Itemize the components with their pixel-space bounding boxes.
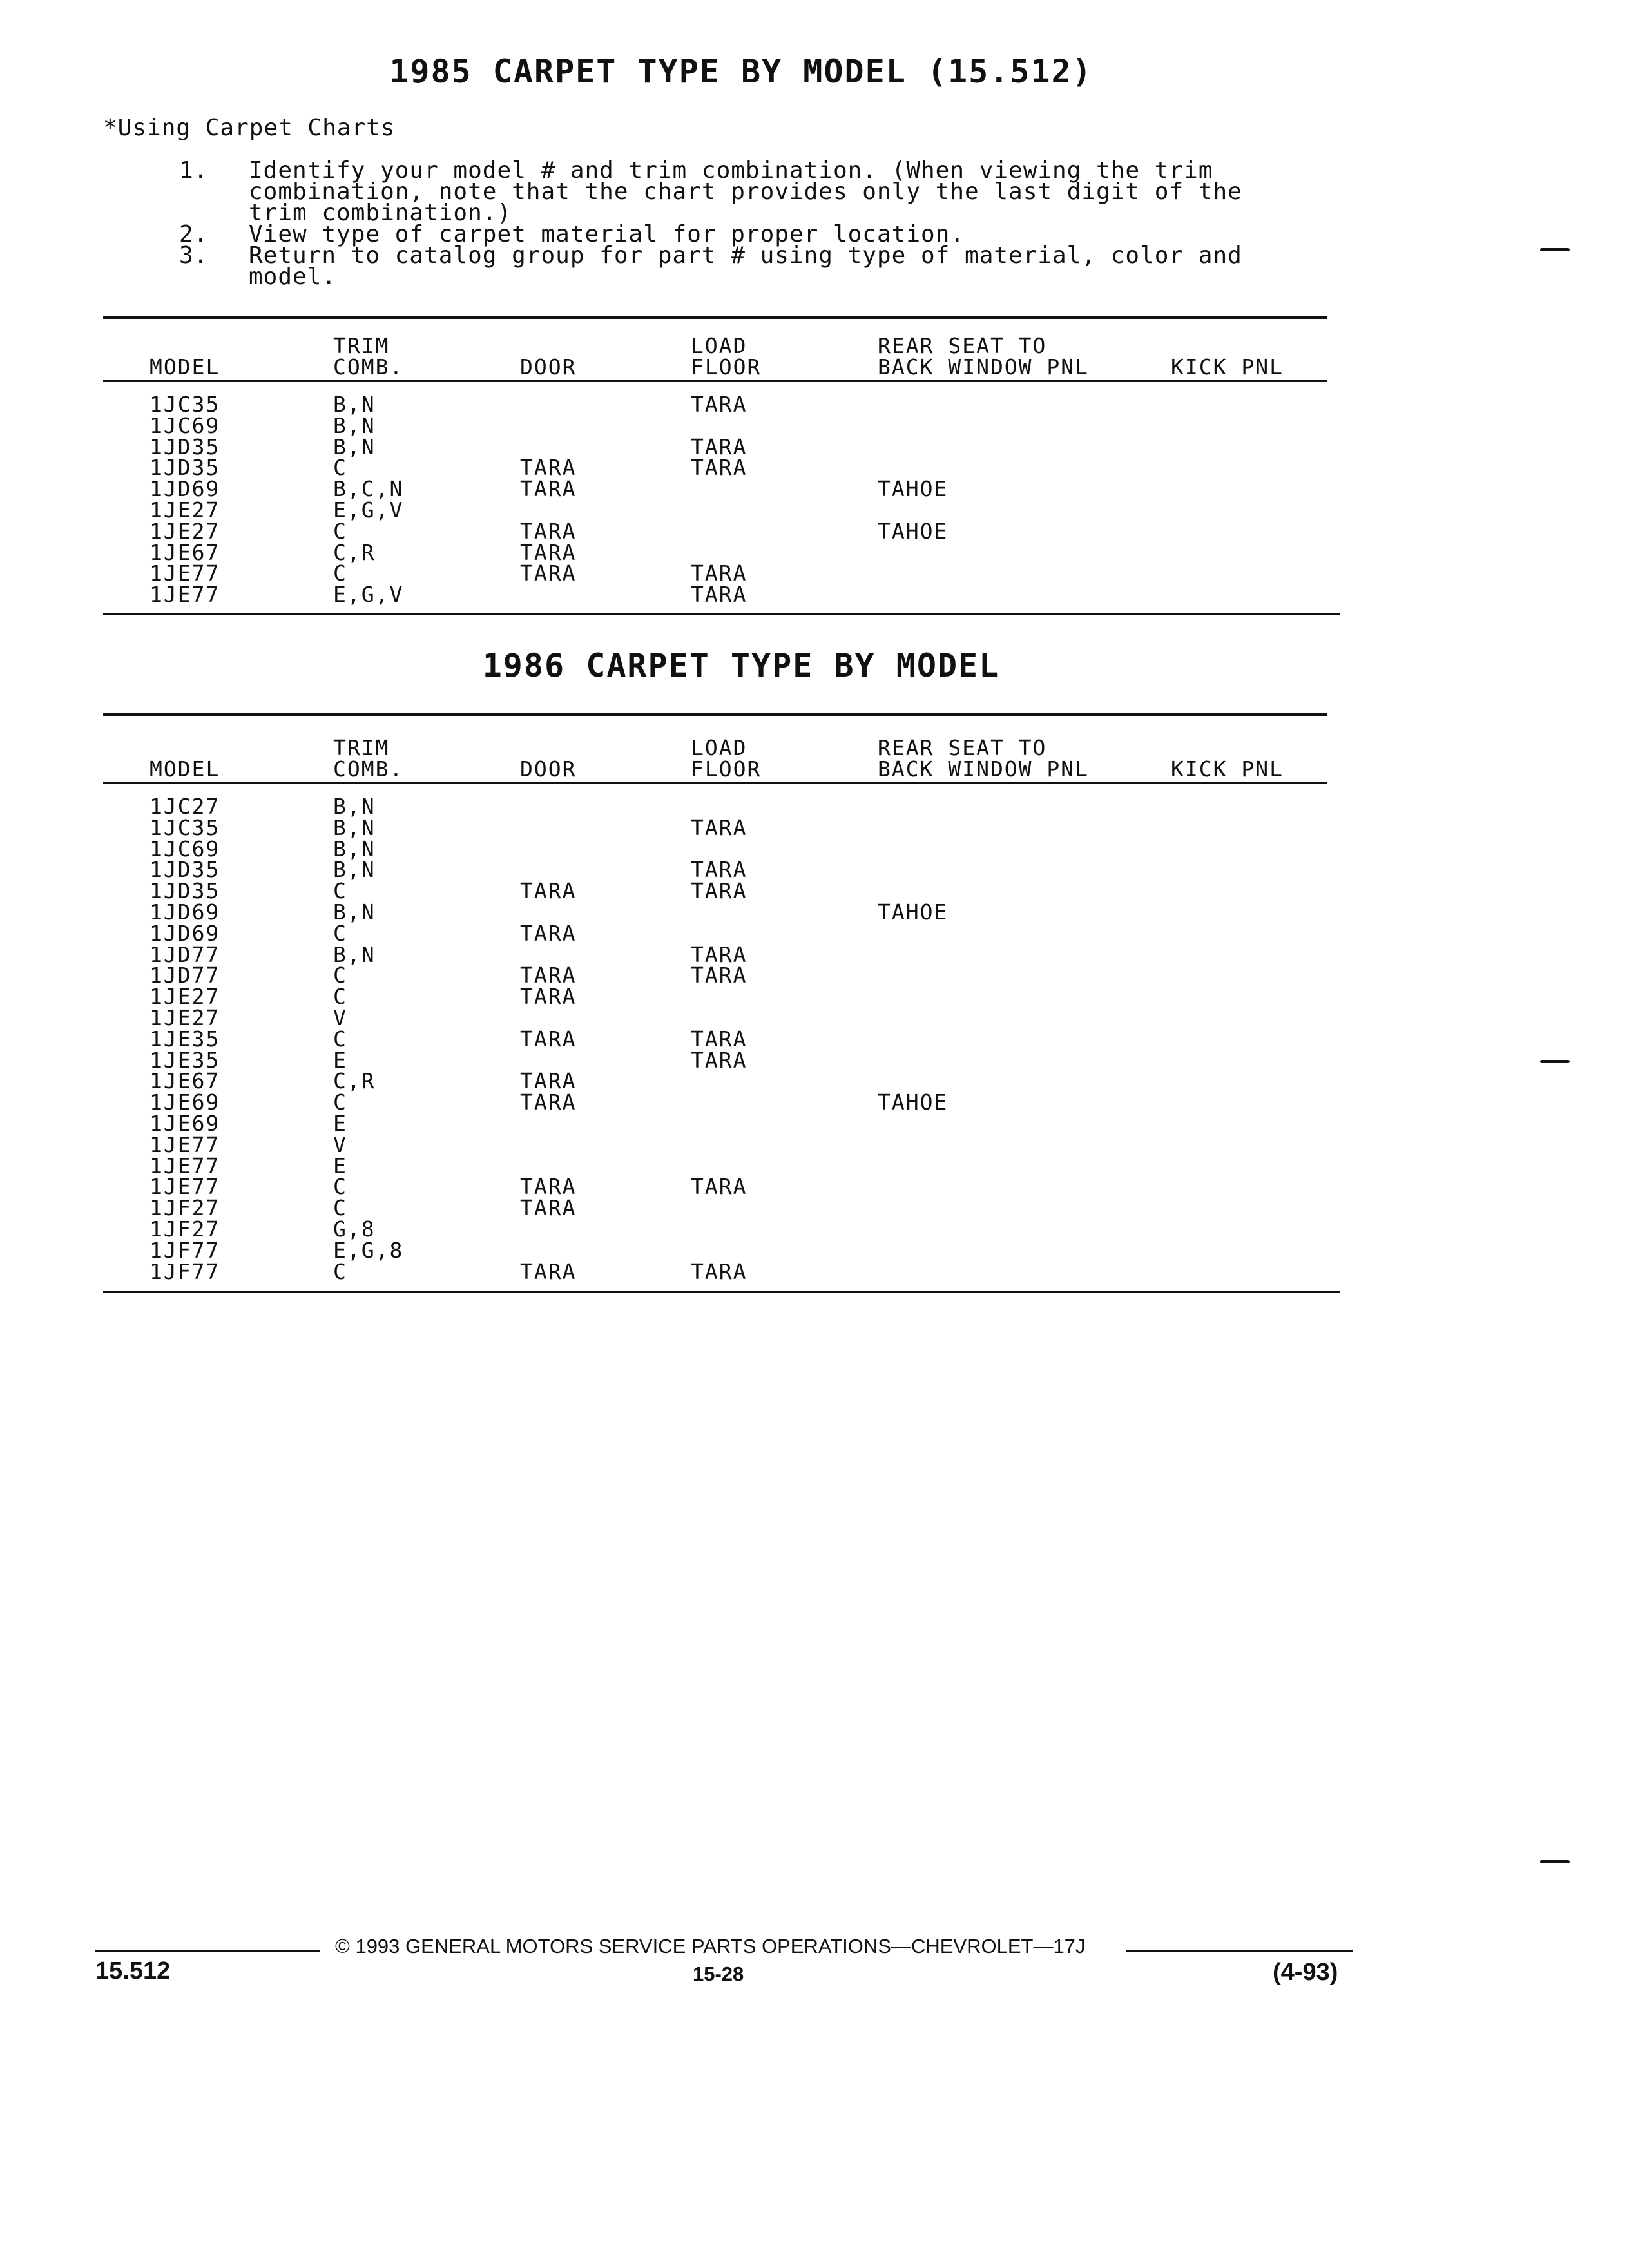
cell-trim-comb: C <box>333 1026 347 1052</box>
cell-rear-seat <box>878 1156 1171 1177</box>
cell-door: TARA <box>520 963 577 988</box>
cell-trim-comb: C <box>333 878 347 904</box>
intro-text: *Using Carpet Charts <box>103 115 396 141</box>
cell-rear-seat: TAHOE <box>878 1090 949 1115</box>
cell-rear-seat <box>878 1177 1171 1198</box>
cell-rear-seat <box>878 543 1171 564</box>
cell-trim-comb: C <box>333 1195 347 1221</box>
cell-trim-comb: C <box>333 1090 347 1115</box>
cell-door <box>520 1008 691 1029</box>
cell-trim-comb: B,N <box>333 899 376 925</box>
table-row <box>103 479 1340 500</box>
cell-trim-comb: E <box>333 1047 347 1073</box>
cell-load-floor <box>691 479 878 500</box>
cell-trim-comb: B,C,N <box>333 476 404 502</box>
cell-load-floor: TARA <box>691 434 747 459</box>
cell-load-floor <box>691 521 878 543</box>
step-text <box>249 157 1347 226</box>
cell-load-floor: TARA <box>691 582 747 608</box>
cell-kick-pnl <box>1171 500 1340 521</box>
header-kick-pnl: KICK PNL <box>1171 354 1284 380</box>
cell-kick-pnl <box>1171 986 1340 1008</box>
footer-copyright: © 1993 GENERAL MOTORS SERVICE PARTS OPERATIONS—CHEVROLET—17J <box>335 1935 1086 1957</box>
carpet-table-1985 <box>103 329 1340 606</box>
cell-load-floor <box>691 1219 878 1240</box>
cell-rear-seat <box>878 563 1171 584</box>
margin-tick-mark <box>1540 248 1570 251</box>
step-line: model. <box>249 264 337 290</box>
cell-load-floor <box>691 416 878 437</box>
cell-trim-comb: G,8 <box>333 1216 376 1242</box>
cell-trim-comb: V <box>333 1004 347 1030</box>
cell-load-floor <box>691 1092 878 1113</box>
table-row <box>103 500 1340 521</box>
cell-door <box>520 1219 691 1240</box>
table-row <box>103 1113 1340 1135</box>
cell-trim-comb: C <box>333 518 347 544</box>
cell-rear-seat <box>878 945 1171 966</box>
cell-door <box>520 1240 691 1262</box>
cell-door <box>520 500 691 521</box>
cell-trim-comb: E <box>333 1153 347 1178</box>
cell-trim-comb: B,N <box>333 814 376 840</box>
footer-rule-right <box>1126 1950 1353 1952</box>
cell-load-floor: TARA <box>691 1047 747 1073</box>
cell-kick-pnl <box>1171 563 1340 584</box>
table-row <box>103 1050 1340 1072</box>
cell-kick-pnl <box>1171 965 1340 986</box>
cell-kick-pnl <box>1171 1156 1340 1177</box>
cell-door: TARA <box>520 518 577 544</box>
cell-rear-seat <box>878 818 1171 839</box>
cell-rear-seat <box>878 839 1171 860</box>
cell-model: 1JE77 <box>149 1174 220 1200</box>
header-kick-pnl: KICK PNL <box>1171 756 1284 782</box>
cell-trim-comb: C <box>333 1174 347 1200</box>
cell-rear-seat <box>878 394 1171 416</box>
step-line: Return to catalog group for part # using type of material, color and <box>249 242 1242 269</box>
cell-door: TARA <box>520 561 577 586</box>
cell-door: TARA <box>520 878 577 904</box>
cell-kick-pnl <box>1171 1092 1340 1113</box>
cell-door <box>520 796 691 818</box>
cell-model: 1JC35 <box>149 814 220 840</box>
header-load-floor: LOAD FLOOR <box>691 333 762 380</box>
cell-trim-comb: C <box>333 920 347 946</box>
cell-rear-seat: TAHOE <box>878 899 949 925</box>
table-row <box>103 1177 1340 1198</box>
cell-kick-pnl <box>1171 881 1340 902</box>
cell-door <box>520 902 691 923</box>
cell-load-floor: TARA <box>691 1026 747 1052</box>
cell-door <box>520 839 691 860</box>
table-row <box>103 818 1340 839</box>
cell-trim-comb: B,N <box>333 941 376 967</box>
cell-kick-pnl <box>1171 521 1340 543</box>
table-row <box>103 1240 1340 1262</box>
step-number: 3. <box>179 242 209 269</box>
cell-trim-comb: E <box>333 1110 347 1136</box>
cell-model: 1JE35 <box>149 1026 220 1052</box>
cell-model: 1JD35 <box>149 455 220 481</box>
cell-rear-seat <box>878 584 1171 606</box>
table-row <box>103 584 1340 606</box>
header-load-floor: LOAD FLOOR <box>691 735 762 782</box>
cell-model: 1JC35 <box>149 392 220 417</box>
cell-rear-seat <box>878 1198 1171 1219</box>
cell-trim-comb: B,N <box>333 434 376 459</box>
cell-rear-seat <box>878 1008 1171 1029</box>
table-row <box>103 902 1340 923</box>
cell-rear-seat <box>878 965 1171 986</box>
cell-kick-pnl <box>1171 1262 1340 1283</box>
cell-kick-pnl <box>1171 1113 1340 1135</box>
cell-model: 1JE27 <box>149 984 220 1010</box>
cell-door <box>520 394 691 416</box>
cell-load-floor <box>691 1240 878 1262</box>
step-line: Identify your model # and trim combination. (When viewing the trim <box>249 157 1213 184</box>
page-title-1986: 1986 CARPET TYPE BY MODEL <box>482 647 1000 684</box>
cell-kick-pnl <box>1171 945 1340 966</box>
cell-kick-pnl <box>1171 394 1340 416</box>
cell-rear-seat <box>878 1262 1171 1283</box>
cell-trim-comb: B,N <box>333 857 376 883</box>
cell-rear-seat <box>878 437 1171 458</box>
cell-rear-seat <box>878 500 1171 521</box>
cell-load-floor <box>691 1198 878 1219</box>
cell-door: TARA <box>520 1068 577 1094</box>
cell-load-floor <box>691 796 878 818</box>
header-trim-comb: TRIM COMB. <box>333 333 404 380</box>
cell-trim-comb: C <box>333 455 347 481</box>
cell-trim-comb: C <box>333 963 347 988</box>
cell-load-floor: TARA <box>691 1174 747 1200</box>
cell-model: 1JD35 <box>149 857 220 883</box>
header-model: MODEL <box>149 354 220 380</box>
cell-model: 1JC69 <box>149 836 220 861</box>
cell-door: TARA <box>520 455 577 481</box>
table-row <box>103 1198 1340 1219</box>
table-row <box>103 1135 1340 1156</box>
cell-load-floor: TARA <box>691 561 747 586</box>
cell-door <box>520 1135 691 1156</box>
cell-model: 1JD77 <box>149 941 220 967</box>
cell-kick-pnl <box>1171 1071 1340 1092</box>
cell-door: TARA <box>520 1026 577 1052</box>
cell-kick-pnl <box>1171 1198 1340 1219</box>
table-row <box>103 394 1340 416</box>
carpet-table-1986 <box>103 732 1340 1282</box>
cell-kick-pnl <box>1171 1177 1340 1198</box>
cell-kick-pnl <box>1171 457 1340 479</box>
cell-rear-seat <box>878 860 1171 881</box>
cell-model: 1JD69 <box>149 476 220 502</box>
cell-trim-comb: C <box>333 984 347 1010</box>
cell-model: 1JD69 <box>149 899 220 925</box>
cell-trim-comb: V <box>333 1131 347 1157</box>
cell-door <box>520 1113 691 1135</box>
cell-model: 1JF27 <box>149 1216 220 1242</box>
cell-kick-pnl <box>1171 818 1340 839</box>
cell-load-floor: TARA <box>691 941 747 967</box>
header-door: DOOR <box>520 354 577 380</box>
cell-model: 1JE27 <box>149 518 220 544</box>
cell-load-floor <box>691 902 878 923</box>
cell-model: 1JE77 <box>149 1131 220 1157</box>
table-row <box>103 965 1340 986</box>
cell-rear-seat <box>878 416 1171 437</box>
cell-load-floor: TARA <box>691 857 747 883</box>
table-row <box>103 881 1340 902</box>
cell-door: TARA <box>520 1090 577 1115</box>
cell-model: 1JE67 <box>149 1068 220 1094</box>
cell-rear-seat <box>878 1219 1171 1240</box>
cell-load-floor: TARA <box>691 878 747 904</box>
table-row <box>103 1262 1340 1283</box>
instruction-step <box>174 157 1347 226</box>
header-rear-seat: REAR SEAT TO BACK WINDOW PNL <box>878 735 1090 782</box>
cell-kick-pnl <box>1171 1135 1340 1156</box>
margin-tick-mark <box>1540 1060 1570 1063</box>
cell-door <box>520 818 691 839</box>
cell-load-floor <box>691 1008 878 1029</box>
cell-load-floor <box>691 923 878 945</box>
cell-rear-seat <box>878 923 1171 945</box>
footer-revision-date: (4-93) <box>1273 1959 1338 1986</box>
margin-tick-mark <box>1540 1860 1570 1863</box>
cell-kick-pnl <box>1171 839 1340 860</box>
table-row <box>103 986 1340 1008</box>
cell-model: 1JE69 <box>149 1110 220 1136</box>
cell-kick-pnl <box>1171 1050 1340 1072</box>
cell-model: 1JE77 <box>149 582 220 608</box>
cell-door: TARA <box>520 984 577 1010</box>
cell-door: TARA <box>520 476 577 502</box>
cell-rear-seat <box>878 1113 1171 1135</box>
cell-kick-pnl <box>1171 1029 1340 1050</box>
cell-rear-seat <box>878 986 1171 1008</box>
cell-trim-comb: C,R <box>333 1068 376 1094</box>
table-1986-top-rule <box>103 713 1327 716</box>
cell-trim-comb: B,N <box>333 836 376 861</box>
cell-rear-seat <box>878 1029 1171 1050</box>
cell-rear-seat <box>878 796 1171 818</box>
table-row <box>103 416 1340 437</box>
cell-model: 1JC27 <box>149 794 220 819</box>
cell-model: 1JD35 <box>149 878 220 904</box>
cell-trim-comb: B,N <box>333 412 376 438</box>
header-trim-comb: TRIM COMB. <box>333 735 404 782</box>
cell-door: TARA <box>520 920 577 946</box>
cell-load-floor <box>691 500 878 521</box>
cell-model: 1JE35 <box>149 1047 220 1073</box>
cell-door: TARA <box>520 1258 577 1284</box>
cell-model: 1JE69 <box>149 1090 220 1115</box>
cell-load-floor <box>691 1113 878 1135</box>
cell-load-floor <box>691 1135 878 1156</box>
table-1986-bottom-rule <box>103 1291 1340 1293</box>
footer-rule-left <box>95 1950 320 1952</box>
cell-kick-pnl <box>1171 584 1340 606</box>
cell-model: 1JD69 <box>149 920 220 946</box>
cell-model: 1JD77 <box>149 963 220 988</box>
cell-load-floor <box>691 1071 878 1092</box>
cell-load-floor: TARA <box>691 963 747 988</box>
cell-load-floor: TARA <box>691 814 747 840</box>
cell-model: 1JF27 <box>149 1195 220 1221</box>
cell-trim-comb: B,N <box>333 392 376 417</box>
cell-model: 1JF77 <box>149 1237 220 1263</box>
cell-model: 1JF77 <box>149 1258 220 1284</box>
instruction-step <box>174 242 1347 290</box>
cell-door <box>520 416 691 437</box>
cell-rear-seat: TAHOE <box>878 518 949 544</box>
cell-load-floor: TARA <box>691 1258 747 1284</box>
table-row <box>103 1029 1340 1050</box>
cell-door: TARA <box>520 539 577 565</box>
cell-rear-seat <box>878 1050 1171 1072</box>
cell-kick-pnl <box>1171 479 1340 500</box>
cell-model: 1JE77 <box>149 1153 220 1178</box>
cell-load-floor: TARA <box>691 392 747 417</box>
cell-rear-seat <box>878 1240 1171 1262</box>
cell-trim-comb: C,R <box>333 539 376 565</box>
table-1985-top-rule <box>103 316 1327 319</box>
cell-kick-pnl <box>1171 1219 1340 1240</box>
step-line: View type of carpet material for proper location. <box>249 221 965 247</box>
cell-load-floor: TARA <box>691 455 747 481</box>
cell-trim-comb: E,G,8 <box>333 1237 404 1263</box>
cell-model: 1JC69 <box>149 412 220 438</box>
table-row <box>103 1008 1340 1029</box>
cell-model: 1JE27 <box>149 497 220 523</box>
cell-rear-seat <box>878 1135 1171 1156</box>
step-number: 2. <box>179 221 209 247</box>
footer-page-number: 15-28 <box>693 1963 744 1985</box>
step-line: trim combination.) <box>249 200 512 226</box>
cell-trim-comb: E,G,V <box>333 497 404 523</box>
cell-kick-pnl <box>1171 902 1340 923</box>
cell-kick-pnl <box>1171 1008 1340 1029</box>
cell-kick-pnl <box>1171 860 1340 881</box>
table-row <box>103 457 1340 479</box>
table-row <box>103 1219 1340 1240</box>
cell-model: 1JE67 <box>149 539 220 565</box>
cell-door <box>520 584 691 606</box>
cell-door: TARA <box>520 1195 577 1221</box>
cell-trim-comb: E,G,V <box>333 582 404 608</box>
cell-rear-seat: TAHOE <box>878 476 949 502</box>
header-rear-seat: REAR SEAT TO BACK WINDOW PNL <box>878 333 1090 380</box>
cell-kick-pnl <box>1171 1240 1340 1262</box>
table-1985-bottom-rule <box>103 613 1340 615</box>
cell-model: 1JD35 <box>149 434 220 459</box>
cell-door: TARA <box>520 1174 577 1200</box>
cell-trim-comb: C <box>333 561 347 586</box>
header-model: MODEL <box>149 756 220 782</box>
cell-model: 1JE27 <box>149 1004 220 1030</box>
cell-model: 1JE77 <box>149 561 220 586</box>
instructions-list <box>174 157 1347 290</box>
table-row <box>103 521 1340 543</box>
table-row <box>103 1071 1340 1092</box>
step-line: combination, note that the chart provides only the last digit of the <box>249 178 1242 205</box>
page-title-1985: 1985 CARPET TYPE BY MODEL (15.512) <box>389 53 1093 90</box>
cell-trim-comb: B,N <box>333 794 376 819</box>
header-door: DOOR <box>520 756 577 782</box>
cell-trim-comb: C <box>333 1258 347 1284</box>
table-row <box>103 1092 1340 1113</box>
cell-kick-pnl <box>1171 543 1340 564</box>
step-text <box>249 242 1347 290</box>
cell-load-floor <box>691 986 878 1008</box>
table-row <box>103 923 1340 945</box>
step-number: 1. <box>179 157 209 184</box>
table-row <box>103 796 1340 818</box>
cell-kick-pnl <box>1171 416 1340 437</box>
cell-kick-pnl <box>1171 437 1340 458</box>
cell-kick-pnl <box>1171 923 1340 945</box>
footer-section-number: 15.512 <box>95 1957 171 1984</box>
cell-kick-pnl <box>1171 796 1340 818</box>
